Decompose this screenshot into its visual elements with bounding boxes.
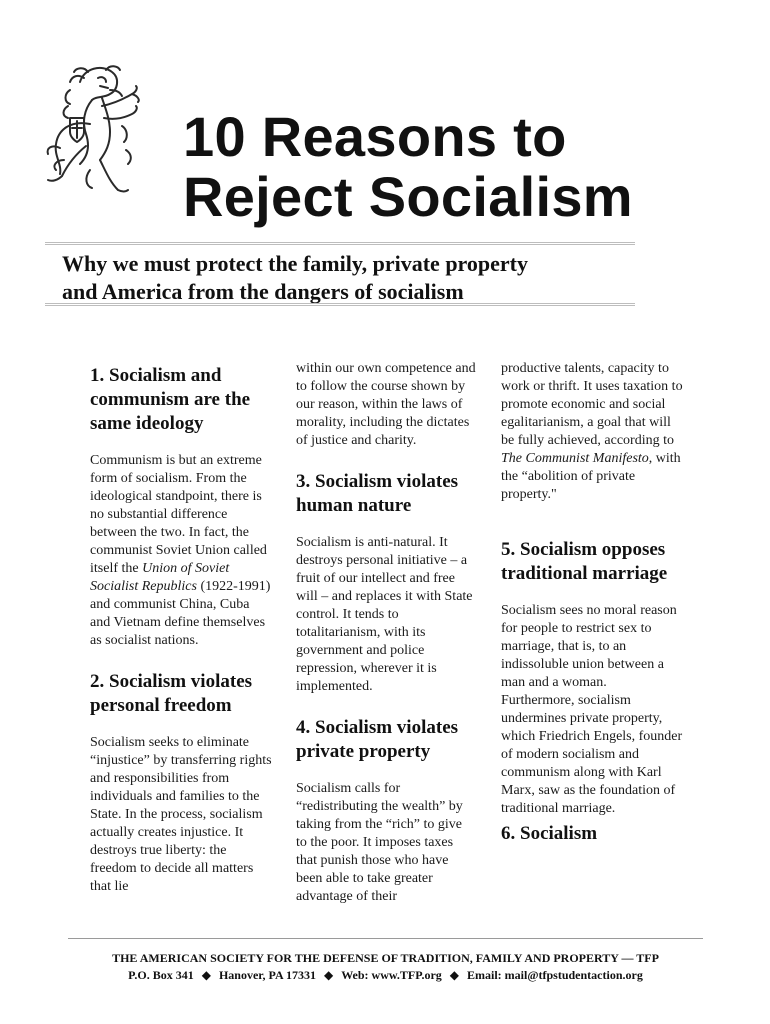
section-6-heading: 6. Socialism	[501, 823, 598, 844]
section-4-heading: 4. Socialism violates private property	[296, 717, 459, 762]
section-1-emphasis: Union of Soviet Socialist Republics	[90, 561, 230, 594]
section-1-text-tail: (1922-1991) and communist China, Cuba and Vietnam define themselves as socialist nations.	[90, 579, 271, 648]
diamond-bullet-icon: ◆	[449, 968, 460, 982]
section-2-body: Socialism seeks to eliminate “injustice” by transferring rights and responsibilities from individuals and families to the State. In the process, socialism actually creates injustice. It destroys true liberty: the freedom to decide all matters that lie	[90, 735, 272, 894]
section-4-emphasis: The Communist Manifesto	[501, 451, 649, 466]
title-line-1: 10 Reasons to	[183, 105, 567, 168]
section-1-body	[90, 452, 272, 650]
section-1-heading: 1. Socialism and communism are the same ideology	[90, 365, 251, 434]
subtitle-top-rule	[45, 242, 635, 245]
section-5-body: Socialism sees no moral reason for people to restrict sex to marriage, that is, to an indissoluble union between a man and a woman. Furthermore, socialism undermines private property, which Friedrich Engels, founder of modern socialism and communism along with Karl Marx, saw as the foundation of traditional marriage.	[501, 603, 683, 816]
section-4-body-continued	[501, 360, 683, 504]
section-5-heading: 5. Socialism opposes traditional marriage	[501, 539, 668, 584]
footer-city: Hanover, PA 17331	[218, 968, 316, 982]
footer-address: P.O. Box 341	[128, 968, 194, 982]
footer	[68, 950, 703, 984]
title-line-2: Reject Socialism	[183, 165, 633, 228]
section-4-body: Socialism calls for “redistributing the wealth” by taking from the “rich” to give to the poor. It imposes taxes that punish those who have been able to take greater advantage of their	[296, 781, 463, 904]
footer-email: Email: mail@tfpstudentaction.org	[467, 968, 643, 982]
section-3-body: Socialism is anti-natural. It destroys personal initiative – a fruit of our intellect and free will – and replaces it with State control. It tends to totalitarianism, with its government and police repression, wherever it is implemented.	[296, 535, 473, 694]
diamond-bullet-icon: ◆	[323, 968, 334, 982]
column-2	[296, 360, 476, 920]
subtitle-line-2: and America from the dangers of socialism	[62, 279, 464, 304]
section-2-heading: 2. Socialism violates personal freedom	[90, 671, 253, 716]
section-3-heading: 3. Socialism violates human nature	[296, 471, 459, 516]
section-1-text: Communism is but an extreme form of socialism. From the ideological standpoint, there is no substantial difference between the two. In fact, the communist Soviet Union called itself the	[90, 453, 267, 576]
page-subtitle	[62, 250, 528, 306]
section-2-body-continued: within our own competence and to follow the course shown by our reason, within the laws of morality, including the dictates of justice and charity.	[296, 361, 476, 448]
column-3	[501, 360, 683, 846]
subtitle-line-1: Why we must protect the family, private property	[62, 251, 529, 276]
page-title	[183, 107, 633, 227]
heraldic-lion-icon	[40, 60, 152, 200]
subtitle-bottom-rule	[45, 303, 635, 306]
section-4-text-cont: productive talents, capacity to work or thrift. It uses taxation to promote economic and social egalitarianism, a goal that will be fully achieved, according to	[501, 361, 683, 448]
footer-rule	[68, 938, 703, 939]
section-4-text-tail: , with the “abolition of private property."	[501, 451, 681, 502]
diamond-bullet-icon: ◆	[201, 968, 211, 982]
footer-organization: THE AMERICAN SOCIETY FOR THE DEFENSE OF TRADITION, FAMILY AND PROPERTY — TFP	[112, 951, 659, 965]
footer-web: Web: www.TFP.org	[341, 968, 442, 982]
column-1	[90, 360, 272, 910]
footer-contact	[68, 967, 703, 984]
